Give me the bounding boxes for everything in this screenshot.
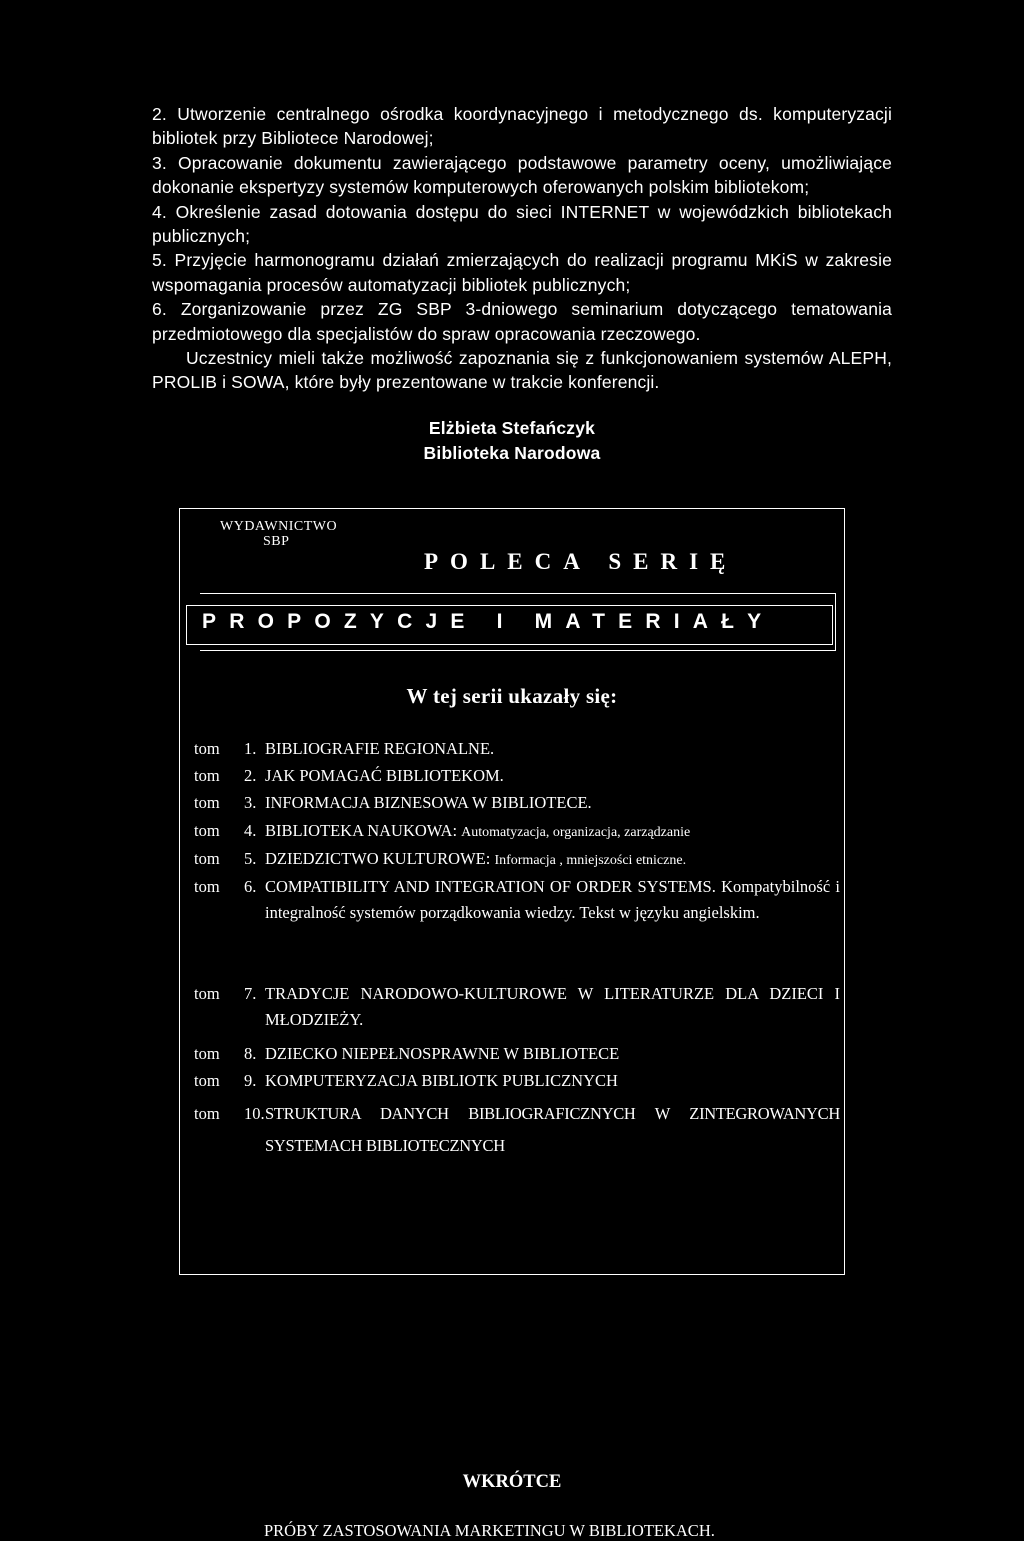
volume-title: DZIEDZICTWO KULTUROWE: [265,849,491,868]
soon-heading: WKRÓTCE [462,1472,562,1492]
volume-title: INFORMACJA BIZNESOWA W BIBLIOTECE. [265,793,592,812]
series-title: PROPOZYCJE I MATERIAŁY [202,610,775,633]
volume-item [194,1098,840,1162]
volume-title: BIBLIOGRAFIE REGIONALNE. [265,739,495,758]
volume-number: 4. [244,821,257,840]
volume-prefix: tom [194,821,220,840]
volume-number: 6. [244,877,257,896]
volume-subtitle: Informacja , mniejszości etniczne. [494,853,687,868]
report-paragraph: 3. Opracowanie dokumentu zawierającego podstawowe parametry oceny, umożliwiające dokonanie ekspertyzy systemów komputerowych oferowanych polskim bibliotekom; [152,152,892,198]
volume-prefix: tom [194,739,220,758]
report-text [152,102,892,395]
forthcoming-title: PRÓBY ZASTOSOWANIA MARKETINGU W BIBLIOTEKACH. [264,1521,715,1540]
volume-title: DZIECKO NIEPEŁNOSPRAWNE W BIBLIOTECE [265,1044,620,1063]
volume-number: 3. [244,793,257,812]
volume-number: 7. [244,984,257,1003]
volume-number: 8. [244,1044,257,1063]
volume-number: 10. [244,1104,265,1123]
volume-prefix: tom [194,1044,220,1063]
list-heading: W tej serii ukazały się: [406,684,618,708]
report-paragraph: 5. Przyjęcie harmonogramu działań zmierzających do realizacji programu MKiS w zakresie wspomagania procesów automatyzacji bibliotek publicznych; [152,250,892,295]
publisher-line: SBP [263,534,290,549]
recommends-heading: POLECA SERIĘ [424,549,738,574]
volume-prefix: tom [194,793,220,812]
report-paragraph: 2. Utworzenie centralnego ośrodka koordynacyjnego i metodycznego ds. komputeryzacji bibliotek przy Bibliotece Narodowej; [152,104,892,149]
volume-prefix: tom [194,849,220,868]
volume-title-group [265,846,840,874]
volume-title: KOMPUTERYZACJA BIBLIOTK PUBLICZNYCH [265,1071,618,1090]
volume-item [194,790,840,816]
publisher-logo [220,519,337,549]
volume-prefix: tom [194,984,220,1003]
volume-item [194,981,840,1033]
report-paragraph: 4. Określenie zasad dotowania dostępu do sieci INTERNET w wojewódzkich bibliotekach publicznych; [152,201,892,247]
volume-item [194,1068,840,1094]
volume-title: TRADYCJE NARODOWO-KULTUROWE W LITERATURZE DLA DZIECI I MŁODZIEŻY. [265,984,840,1029]
volume-prefix: tom [194,1071,220,1090]
volume-title: JAK POMAGAĆ BIBLIOTEKOM. [265,766,504,785]
report-paragraph: Uczestnicy mieli także możliwość zapoznania się z funkcjonowaniem systemów ALEPH, PROLIB i SOWA, które były prezentowane w trakcie konferencji. [152,348,892,393]
volume-prefix: tom [194,1104,220,1123]
volume-item [194,1041,840,1067]
volume-title: STRUKTURA DANYCH BIBLIOGRAFICZNYCH W ZINTEGROWANYCH SYSTEMACH BIBLIOTECZNYCH [265,1104,840,1155]
volume-number: 5. [244,849,257,868]
volume-item [194,818,840,846]
publisher-line: WYDAWNICTWO [220,519,338,534]
volume-subtitle: Automatyzacja, organizacja, zarządzanie [461,825,691,840]
volume-title: BIBLIOTEKA NAUKOWA: [265,821,458,840]
volume-item [194,763,840,789]
volume-item [194,846,840,874]
volume-number: 2. [244,766,257,785]
volume-item [194,874,840,926]
publisher-advertisement [179,508,845,1540]
author-name: Elżbieta Stefańczyk [428,418,596,438]
volume-title: COMPATIBILITY AND INTEGRATION OF ORDER SYSTEMS. Kompatybilność i integralność systemów porządkowania wiedzy. Tekst w języku angielskim. [265,877,840,922]
volume-prefix: tom [194,877,220,896]
volume-item [194,736,840,762]
volume-title-group [265,818,840,846]
report-paragraph: 6. Zorganizowanie przez ZG SBP 3-dniowego seminarium dotyczącego tematowania przedmiotowego dla specjalistów do spraw opracowania rzeczowego. [152,299,892,344]
volume-prefix: tom [194,766,220,785]
volume-number: 9. [244,1071,257,1090]
author-institution: Biblioteka Narodowa [423,443,601,463]
volume-number: 1. [244,739,257,758]
